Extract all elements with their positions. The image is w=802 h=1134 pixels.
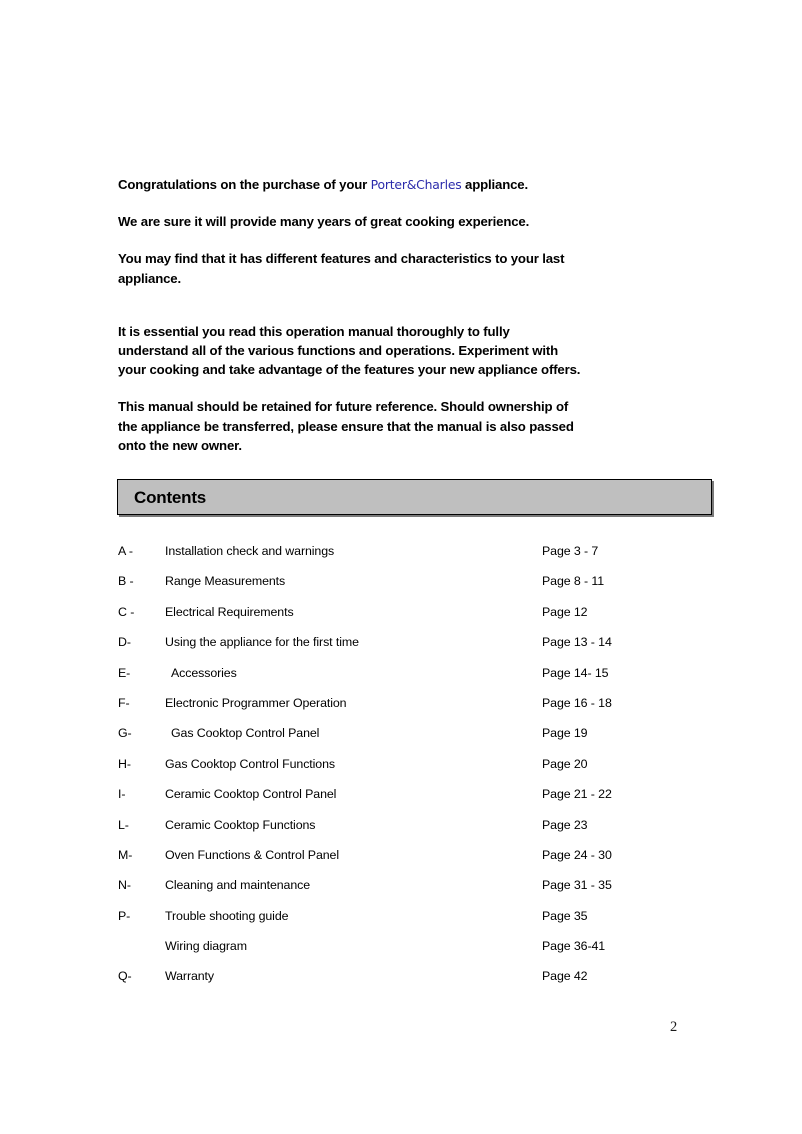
paragraph-spacer: [118, 380, 718, 398]
toc-row[interactable]: [118, 658, 718, 688]
toc-entry-title: Range Measurements: [165, 574, 286, 589]
intro-paragraph-features-line2: appliance.: [118, 270, 181, 286]
toc-entry-page: Page 12: [542, 604, 588, 619]
paragraph-spacer-large: [118, 289, 718, 323]
intro-paragraph-read-manual-line2: understand all of the various functions and operations. Experiment with: [118, 343, 558, 359]
toc-entry-title: Electronic Programmer Operation: [165, 695, 347, 710]
toc-entry-code: G-: [118, 726, 132, 741]
toc-entry-title: Cleaning and maintenance: [165, 878, 311, 893]
toc-entry-page: Page 42: [542, 969, 588, 984]
toc-entry-title: Ceramic Cooktop Control Panel: [165, 787, 337, 802]
toc-entry-code: B -: [118, 574, 134, 589]
toc-entry-title: Installation check and warnings: [165, 544, 335, 558]
toc-row[interactable]: [118, 627, 718, 657]
toc-entry-page: Page 24 - 30: [542, 847, 612, 862]
toc-entry-code: A -: [118, 544, 133, 558]
toc-entry-title: Warranty: [165, 969, 214, 984]
toc-entry-code: E-: [118, 665, 131, 680]
toc-entry-page: Page 31 - 35: [542, 878, 612, 893]
contents-header-bar: [117, 479, 712, 515]
toc-entry-page: Page 19: [542, 726, 588, 741]
toc-entry-page: Page 23: [542, 817, 588, 832]
paragraph-spacer: [118, 195, 718, 213]
toc-entry-page: Page 13 - 14: [542, 635, 612, 650]
toc-entry-page: Page 20: [542, 756, 588, 771]
intro-paragraph-read-manual-line3: your cooking and take advantage of the features your new appliance offers.: [118, 362, 581, 378]
toc-entry-code: C -: [118, 604, 135, 619]
toc-entry-title: Accessories: [171, 665, 237, 680]
toc-entry-page: Page 35: [542, 908, 588, 923]
toc-entry-title: Wiring diagram: [165, 939, 247, 954]
intro-line-assurance: We are sure it will provide many years of great cooking experience.: [118, 214, 530, 230]
toc-row[interactable]: [118, 870, 718, 900]
toc-entry-code: F-: [118, 695, 130, 710]
toc-entry-title: Electrical Requirements: [165, 604, 294, 619]
table-of-contents: [118, 536, 718, 992]
intro-text-block: [118, 176, 718, 456]
toc-entry-title: Gas Cooktop Control Functions: [165, 756, 335, 771]
toc-row[interactable]: [118, 779, 718, 809]
intro-line1-suffix: appliance.: [461, 177, 529, 192]
page-number: 2: [670, 1019, 678, 1035]
toc-entry-title: Oven Functions & Control Panel: [165, 847, 340, 862]
intro-line-congratulations: [118, 176, 718, 194]
toc-row[interactable]: [118, 536, 718, 566]
intro-paragraph-features-line1: You may find that it has different features and characteristics to your last: [118, 251, 565, 267]
contents-heading: Contents: [134, 488, 207, 507]
intro-line1-prefix: Congratulations on the purchase of your: [118, 177, 371, 192]
toc-row[interactable]: [118, 566, 718, 596]
intro-paragraph-retain-line1: This manual should be retained for future reference. Should ownership of: [118, 399, 569, 415]
toc-entry-code: D-: [118, 635, 131, 650]
toc-row[interactable]: [118, 810, 718, 840]
toc-entry-page: Page 36-41: [542, 939, 606, 954]
toc-row[interactable]: [118, 597, 718, 627]
toc-entry-code: M-: [118, 847, 133, 862]
toc-entry-page: Page 8 - 11: [542, 574, 605, 589]
toc-entry-title: Gas Cooktop Control Panel: [171, 726, 320, 741]
toc-entry-code: I-: [118, 787, 126, 802]
toc-row[interactable]: [118, 688, 718, 718]
toc-row[interactable]: [118, 749, 718, 779]
toc-row[interactable]: [118, 718, 718, 748]
toc-entry-code: H-: [118, 756, 131, 771]
toc-entry-title: Trouble shooting guide: [165, 908, 289, 923]
toc-entry-page: Page 14- 15: [542, 665, 609, 680]
toc-entry-title: Ceramic Cooktop Functions: [165, 817, 316, 832]
toc-entry-code: P-: [118, 908, 131, 923]
paragraph-spacer: [118, 232, 718, 250]
toc-entry-code: L-: [118, 817, 129, 832]
brand-name: Porter&Charles: [370, 177, 462, 192]
intro-paragraph-read-manual-line1: It is essential you read this operation manual thoroughly to fully: [118, 323, 510, 339]
toc-entry-title: Using the appliance for the first time: [165, 635, 359, 650]
toc-row[interactable]: [118, 931, 718, 961]
toc-entry-page: Page 21 - 22: [542, 787, 612, 802]
intro-paragraph-retain-line2: the appliance be transferred, please ensure that the manual is also passed: [118, 418, 574, 434]
intro-paragraph-retain-line3: onto the new owner.: [118, 437, 242, 453]
toc-entry-code: Q-: [118, 969, 132, 984]
toc-row[interactable]: [118, 961, 718, 991]
toc-entry-page: Page 3 - 7: [542, 544, 599, 558]
toc-entry-code: N-: [118, 878, 131, 893]
toc-entry-page: Page 16 - 18: [542, 695, 612, 710]
toc-row[interactable]: [118, 840, 718, 870]
toc-row[interactable]: [118, 901, 718, 931]
